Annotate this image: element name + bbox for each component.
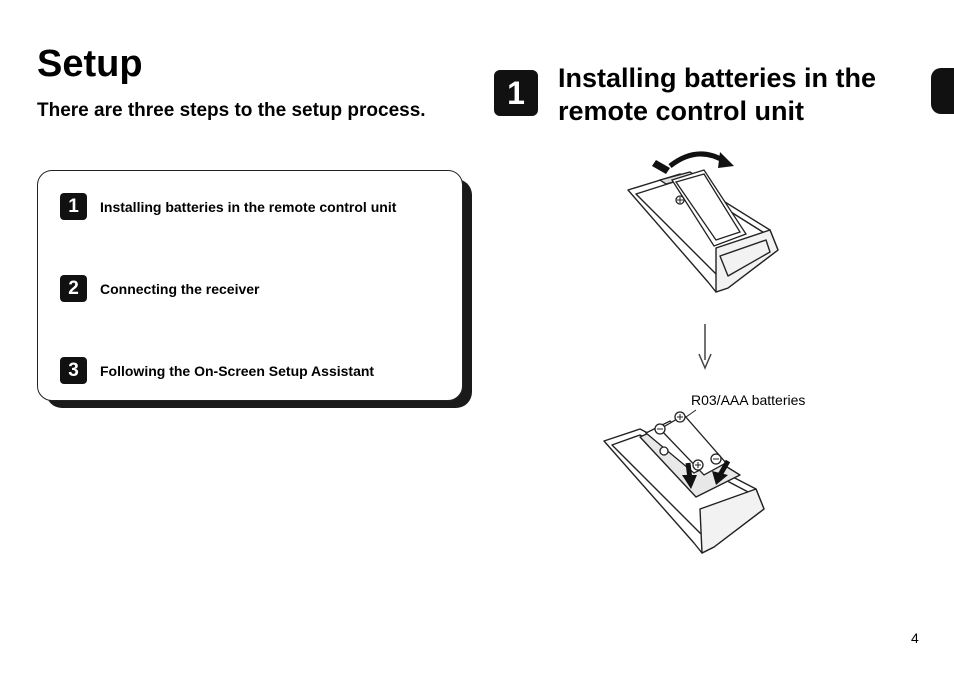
step-label: Installing batteries in the remote control unit xyxy=(100,198,397,215)
step-number-badge: 3 xyxy=(60,357,87,384)
step-number-badge: 2 xyxy=(60,275,87,302)
step-item-3 xyxy=(60,357,374,384)
language-side-tab xyxy=(931,68,954,114)
step-label: Connecting the receiver xyxy=(100,280,260,297)
page-number: 4 xyxy=(911,630,919,646)
step-item-2 xyxy=(60,275,260,302)
remote-open-cover-illustration xyxy=(620,150,800,305)
battery-caption: R03/AAA batteries xyxy=(691,392,806,408)
section-number-badge: 1 xyxy=(494,70,538,116)
step-item-1 xyxy=(60,193,396,220)
down-arrow-icon xyxy=(697,324,713,370)
steps-box xyxy=(37,170,463,401)
step-label: Following the On-Screen Setup Assistant xyxy=(100,362,375,379)
section-title: Installing batteries in the remote control unit xyxy=(558,63,877,126)
remote-insert-batteries-illustration xyxy=(600,405,775,560)
page-title: Setup xyxy=(37,43,143,85)
step-number-badge: 1 xyxy=(60,193,87,220)
intro-text: There are three steps to the setup process. xyxy=(37,100,426,121)
